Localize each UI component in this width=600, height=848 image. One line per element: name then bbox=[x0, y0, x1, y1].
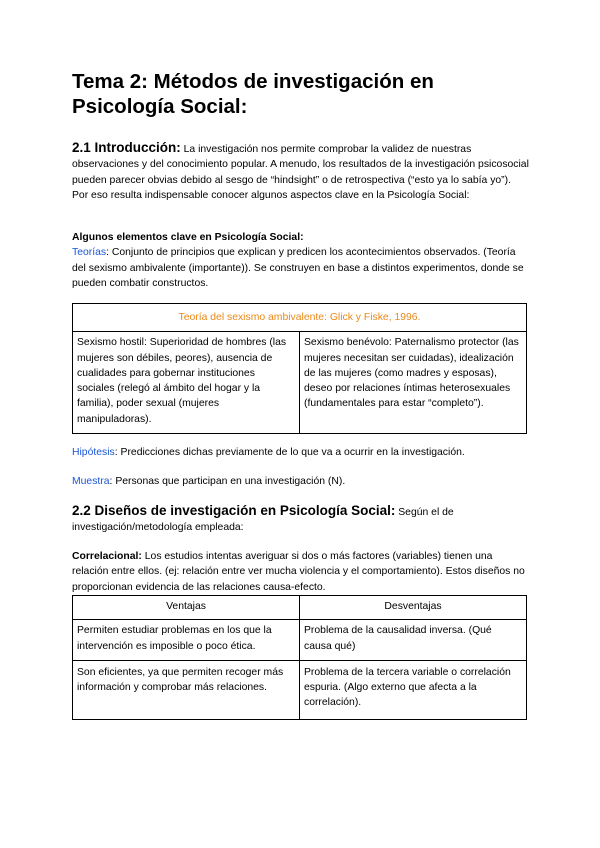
table-cell: Son eficientes, ya que permiten recoger más información y comprobar más relaciones. bbox=[73, 660, 300, 719]
section-text: La investigación nos permite comprobar la validez de nuestras observaciones y del conocimiento popular. A menudo, los resultados de la investigación psicosocial pueden parecer obvias debido al sesgo de “hindsight” o de retrospectiva (“esto ya lo sabía yo”). Por eso resulta indispensable conocer algunos aspectos clave en la Psicología Social: bbox=[72, 144, 529, 201]
muestra-label: Muestra bbox=[72, 476, 110, 487]
benevolent-sexism-cell: Sexismo benévolo: Paternalismo protector (las mujeres necesitan ser cuidadas), idealización de las mujeres (como madres y esposas), deseo por relaciones íntimas heterosexuales (fundamentales para estar “completo”). bbox=[300, 332, 527, 434]
page-title: Tema 2: Métodos de investigación en Psicología Social: bbox=[72, 70, 434, 118]
table-row bbox=[73, 660, 527, 719]
section-heading: 2.2 Diseños de investigación en Psicología Social: bbox=[72, 503, 396, 518]
muestra-paragraph bbox=[72, 474, 530, 489]
sexism-table-header: Teoría del sexismo ambivalente: Glick y Fiske, 1996. bbox=[73, 304, 527, 332]
correlacional-text: Los estudios intentas averiguar si dos o más factores (variables) tienen una relación entre ellos. (ej: relación entre ver mucha violencia y el comportamiento). Estos diseños no proporcionan evidencia de las relaciones causa-efecto. bbox=[72, 551, 525, 593]
correlacional-label: Correlacional: bbox=[72, 551, 142, 562]
section-text: Según el de investigación/metodología empleada: bbox=[72, 507, 454, 534]
table-row bbox=[73, 620, 527, 661]
hipotesis-text: : Predicciones dichas previamente de lo que va a ocurrir en la investigación. bbox=[114, 447, 465, 458]
table-cell: Problema de la causalidad inversa. (Qué causa qué) bbox=[300, 620, 527, 661]
correlacional-paragraph bbox=[72, 549, 530, 595]
teorias-text: : Conjunto de principios que explican y predicen los acontecimientos observados. (Teoría del sexismo ambivalente (importante)). Se construyen en base a distintos experimentos, donde se pueden combatir constructos. bbox=[72, 247, 524, 289]
hipotesis-paragraph bbox=[72, 445, 530, 460]
table-cell: Problema de la tercera variable o correlación espuria. (Algo externo que afecta a la correlación). bbox=[300, 660, 527, 719]
teorias-label: Teorías bbox=[72, 247, 107, 259]
teorias-paragraph bbox=[72, 245, 530, 291]
hostile-sexism-cell: Sexismo hostil: Superioridad de hombres (las mujeres son débiles, peores), ausencia de cualidades para gobernar instituciones sociales (relegó al ámbito del hogar y la familia), poder sexual (mujeres manipuladoras). bbox=[73, 332, 300, 434]
ventajas-header: Ventajas bbox=[73, 596, 300, 620]
section-disenos bbox=[72, 503, 530, 536]
section-heading: 2.1 Introducción: bbox=[72, 140, 181, 155]
table-cell: Permiten estudiar problemas en los que la intervención es imposible o poco ética. bbox=[73, 620, 300, 661]
muestra-text: : Personas que participan en una investigación (N). bbox=[109, 476, 346, 487]
hipotesis-label: Hipótesis bbox=[72, 447, 115, 458]
section-introduccion bbox=[72, 140, 530, 203]
desventajas-header: Desventajas bbox=[300, 596, 527, 620]
correlational-table bbox=[72, 595, 527, 720]
key-elements bbox=[72, 230, 530, 291]
key-elements-heading: Algunos elementos clave en Psicología Social: bbox=[72, 232, 304, 243]
sexism-table bbox=[72, 303, 527, 434]
